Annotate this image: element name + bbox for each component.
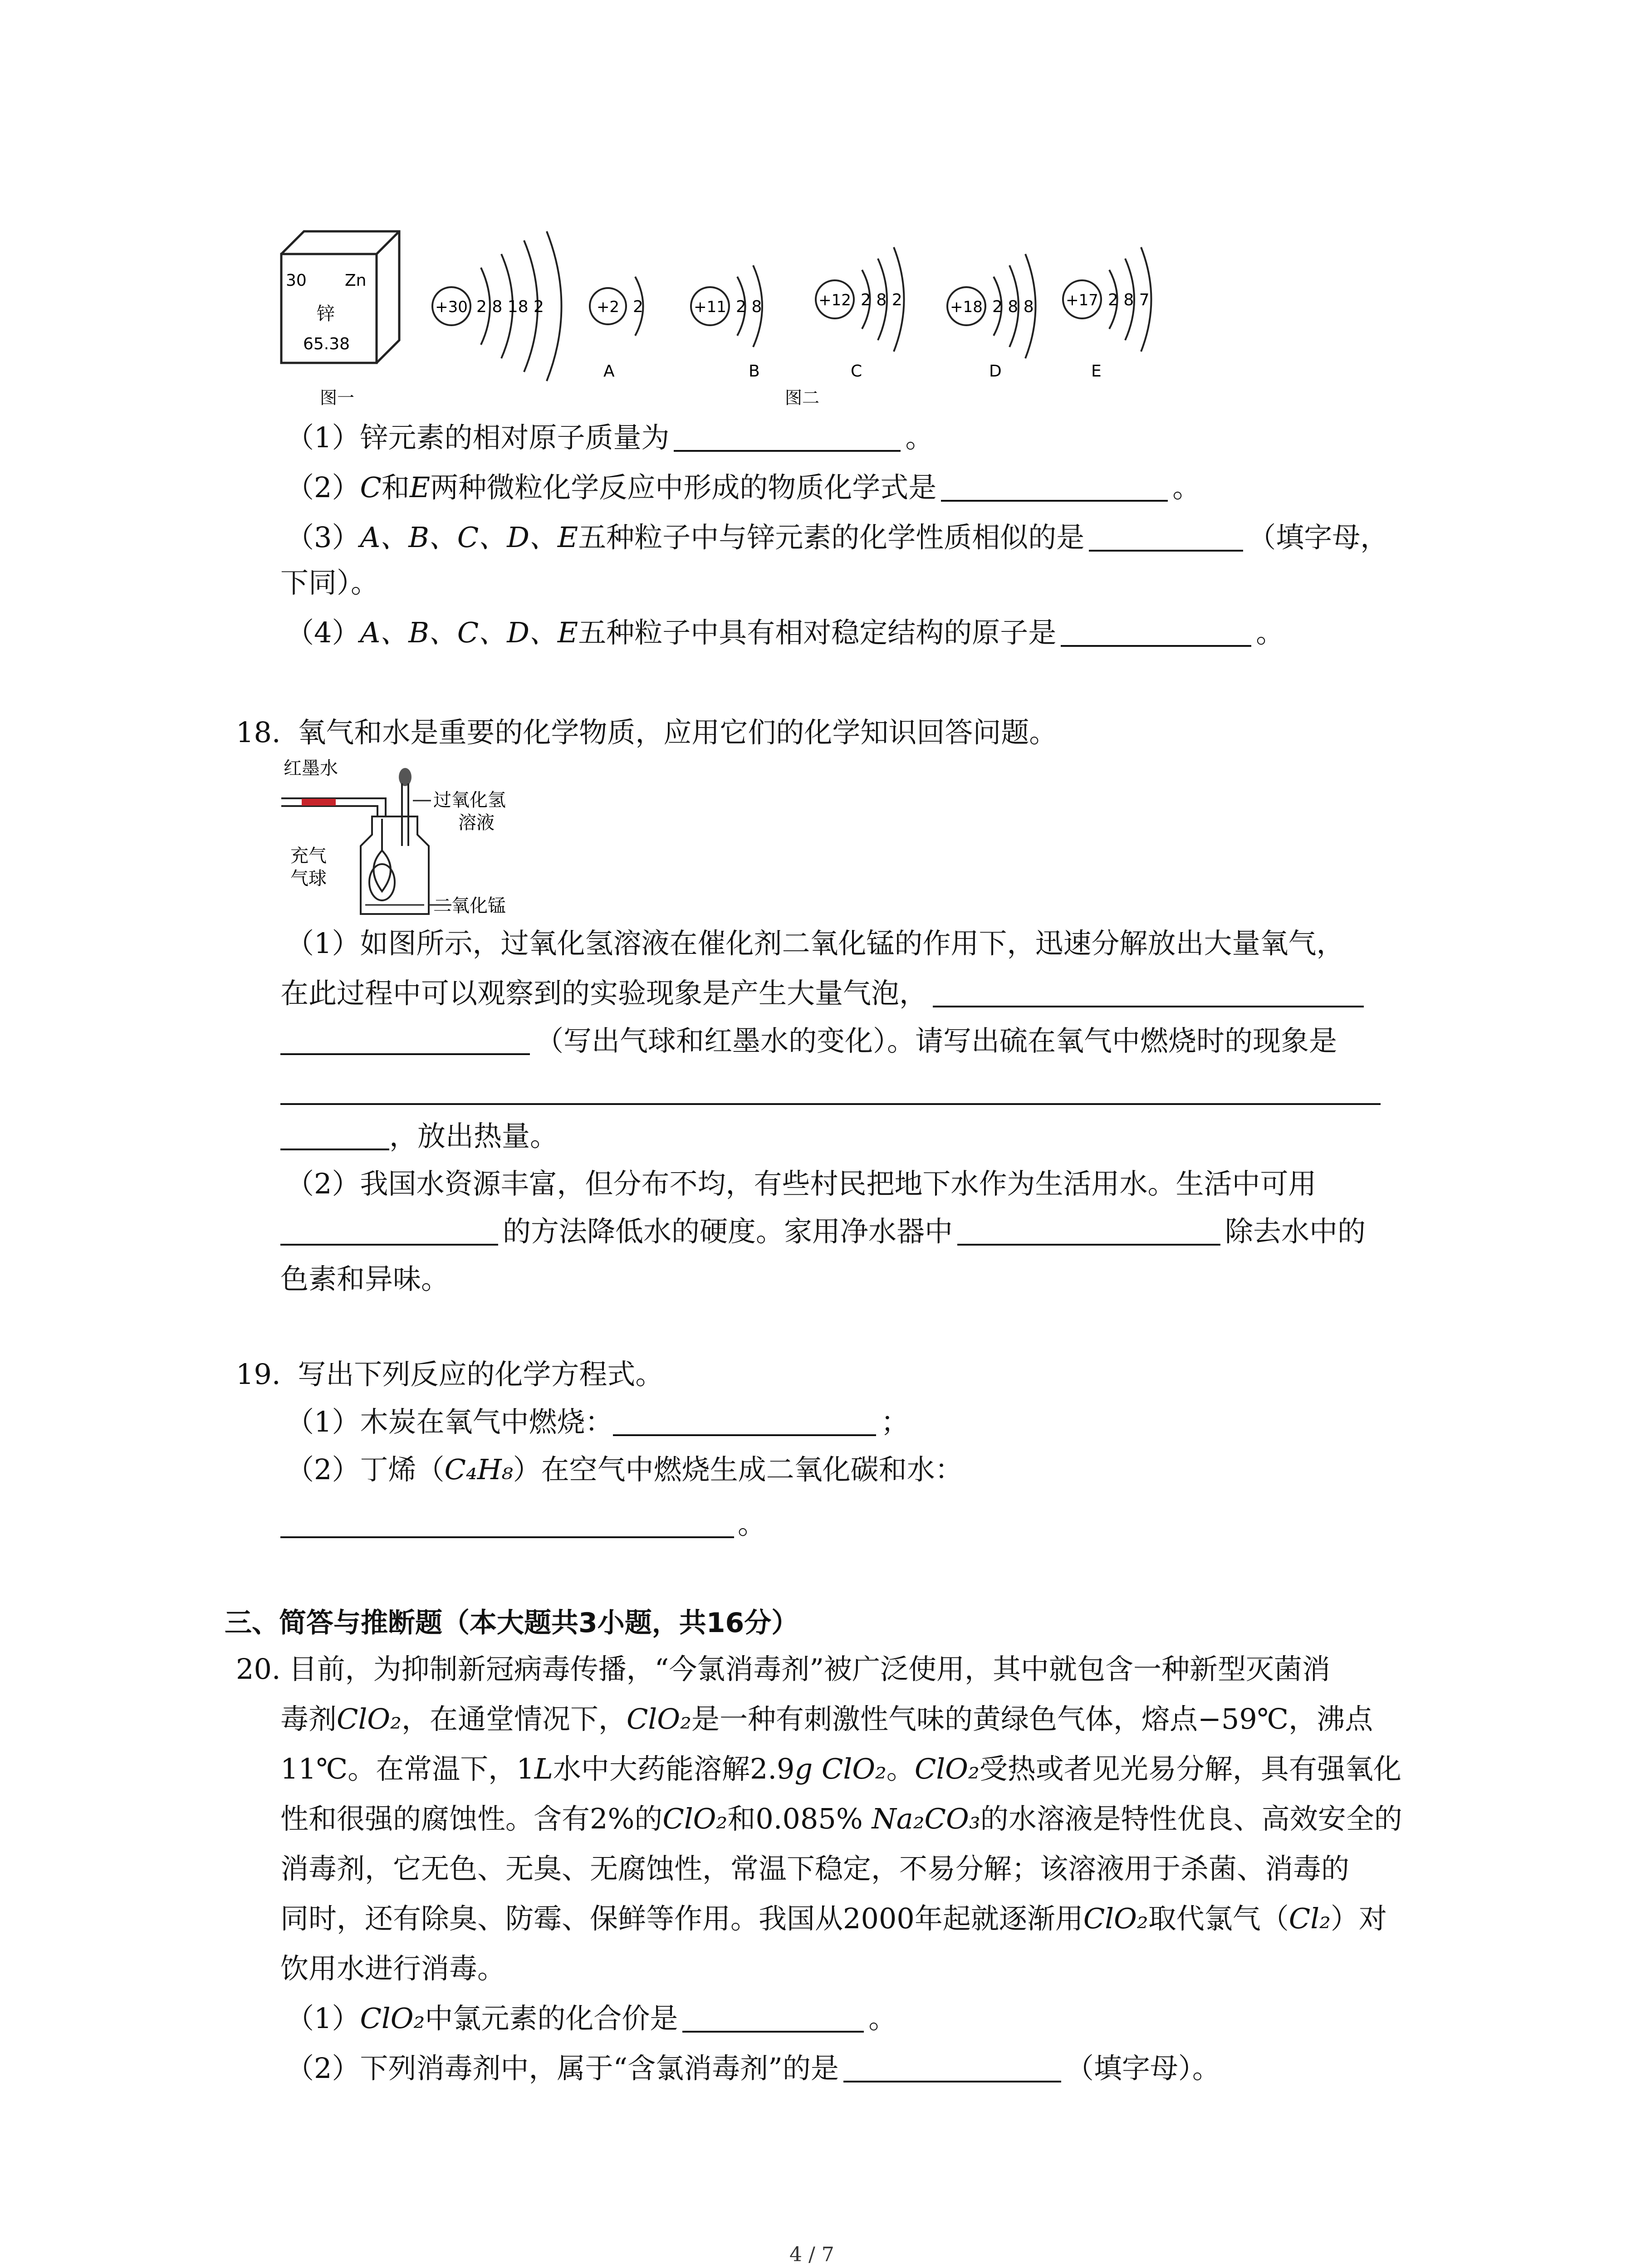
page-number: 4 / 7 [789,2243,834,2266]
particle-d-nucleus: +18 [950,298,983,316]
zinc-atom-diagram [432,231,562,381]
particle-c-nucleus: +12 [818,291,851,309]
q18-part2-line3: 色素和异味。 [280,1262,450,1295]
zinc-mass: 65.38 [303,335,350,353]
particle-a-label: A [603,362,615,381]
apparatus-label-h2o2-1: 过氧化氢 [433,790,506,811]
zinc-electron-shells: 2 8 18 2 [476,298,544,316]
q17-part4: （4）A、B、C、D、E五种粒子中具有相对稳定结构的原子是 。 [286,616,1284,649]
particle-b-label: B [749,362,760,381]
q17-answer-blank-1[interactable] [674,423,901,452]
apparatus-label-balloon-1: 充气 [290,846,327,866]
q18-part1-line1: （1）如图所示，过氧化氢溶液在催化剂二氧化锰的作用下，迅速分解放出大量氧气， [286,927,1345,960]
q19-answer-blank-2[interactable] [280,1509,734,1538]
q19-part2: （2）丁烯（C₄H₈）在空气中燃烧生成二氧化碳和水： [286,1453,963,1486]
particle-b-shells: 2 8 [736,298,762,316]
q19-number: 19. [236,1358,281,1391]
q17-part1: （1）锌元素的相对原子质量为 。 [286,421,934,454]
q20-answer-blank-2[interactable] [843,2053,1061,2082]
q20-number: 20. [236,1652,281,1686]
particle-d-label: D [989,362,1002,381]
q18-part2-line1: （2）我国水资源丰富，但分布不均，有些村民把地下水作为生活用水。生活中可用 [286,1167,1317,1200]
particle-d-shells: 2 8 8 [992,298,1034,316]
q18-answer-blank-2b[interactable] [280,1121,389,1150]
q20-line5: 消毒剂，它无色、无臭、无腐蚀性，常温下稳定，不易分解；该溶液用于杀菌、消毒的 [280,1852,1350,1885]
q18-part1-line3: （写出气球和红墨水的变化）。请写出硫在氧气中燃烧时的现象是 [280,1023,1337,1059]
q18-answer-blank-1a[interactable] [933,978,1364,1007]
q18-answer-blank-1b[interactable] [280,1026,530,1055]
q17-answer-blank-4[interactable] [1061,618,1251,647]
q19-answer-blank-1[interactable] [613,1407,876,1436]
q20-line4: 性和很强的腐蚀性。含有2%的ClO₂和0.085% Na₂CO₃的水溶液是特性优良、高效安全的 [280,1802,1402,1835]
particle-e-nucleus: +17 [1066,291,1098,309]
particle-b-nucleus: +11 [694,298,726,316]
particle-d-diagram [947,254,1036,381]
apparatus-label-mno2: 二氧化锰 [433,895,506,916]
zinc-symbol: Zn [345,271,367,290]
apparatus-label-balloon-2: 气球 [290,868,327,889]
q18-answer-blank-3[interactable] [280,1217,498,1246]
q20-line6: 同时，还有除臭、防霉、保鲜等作用。我国从2000年起就逐渐用ClO₂取代氯气（Cl₂）对 [280,1902,1387,1935]
q20-part1: （1）ClO₂中氯元素的化合价是 。 [286,2002,897,2035]
apparatus-label-h2o2-2: 溶液 [458,812,495,833]
q18-answer-blank-4[interactable] [957,1217,1220,1246]
figure-1-caption: 图一 [320,388,355,408]
particle-e-shells: 2 8 7 [1108,291,1150,309]
q20-line7: 饮用水进行消毒。 [280,1952,506,1985]
q19-part2-answer: 。 [280,1506,766,1542]
q18-part1-line5: ，放出热量。 [280,1118,558,1154]
q17-part2: （2）C和E两种微粒化学反应中形成的物质化学式是 。 [286,471,1201,504]
particle-e-diagram [1063,247,1151,381]
figure-2-caption: 图二 [785,388,820,408]
q17-answer-blank-2[interactable] [941,473,1168,502]
q20-line2: 毒剂ClO₂，在通堂情况下，ClO₂是一种有刺激性气味的黄绿色气体，熔点−59℃，沸点 [280,1702,1373,1735]
section-3-title: 三、简答与推断题（本大题共3小题，共16分） [225,1607,799,1639]
zinc-element-cube [281,231,399,363]
q18-part2-line2: 的方法降低水的硬度。家用净水器中 除去水中的 [280,1213,1366,1250]
particle-b-diagram [691,265,762,381]
particle-a-diagram [590,277,643,381]
particle-e-label: E [1091,362,1102,381]
particle-c-diagram [816,247,904,381]
q18-stem: 18. 氧气和水是重要的化学物质，应用它们的化学知识回答问题。 [236,716,1058,749]
oxygen-experiment-apparatus [277,755,558,919]
zinc-name: 锌 [317,303,335,324]
particle-a-shells: 2 [633,298,643,316]
q20-answer-blank-1[interactable] [682,2004,864,2033]
q17-part3-cont: 下同）。 [280,566,379,599]
q18-answer-blank-2a[interactable] [280,1103,1381,1105]
particle-c-label: C [851,362,862,381]
apparatus-label-red-ink: 红墨水 [284,758,338,779]
atom-structure-figures [272,213,1180,413]
q17-part3: （3）A、B、C、D、E五种粒子中与锌元素的化学性质相似的是 （填字母， [286,521,1389,554]
q19-stem: 19. 写出下列反应的化学方程式。 [236,1358,664,1391]
q19-part1: （1）木炭在氧气中燃烧： ； [286,1405,909,1438]
q18-part1-line2: 在此过程中可以观察到的实验现象是产生大量气泡， [280,975,1364,1012]
q20-line1: 20. 目前，为抑制新冠病毒传播，“今氯消毒剂”被广泛使用，其中就包含一种新型灭菌消 [236,1652,1331,1686]
q20-part2: （2）下列消毒剂中，属于“含氯消毒剂”的是 （填字母）。 [286,2052,1220,2085]
zinc-atomic-number: 30 [286,271,307,290]
zinc-nucleus-charge: +30 [435,298,468,316]
particle-c-shells: 2 8 2 [861,291,902,309]
particle-a-nucleus: +2 [596,298,620,316]
q18-number: 18. [236,716,281,749]
q20-line3: 11℃。在常温下，1L水中大药能溶解2.9g ClO₂。ClO₂受热或者见光易分解，具有强氧化 [280,1752,1401,1785]
q17-answer-blank-3[interactable] [1089,523,1243,552]
